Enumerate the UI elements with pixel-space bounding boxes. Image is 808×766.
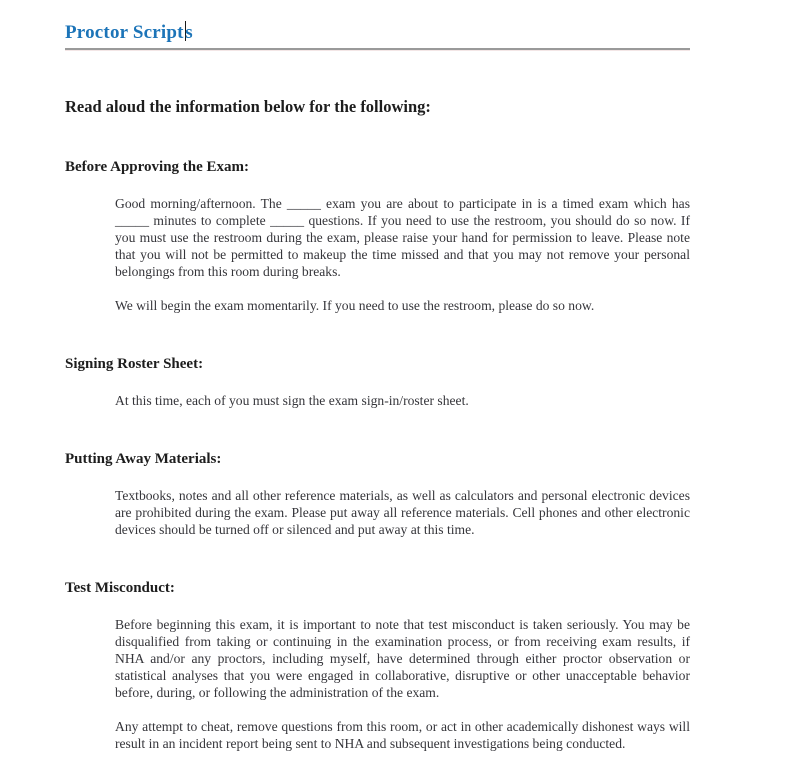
paragraph[interactable]: Before beginning this exam, it is important to note that test misconduct is taken seriously. You may be disqualified from taking or continuing in the examination process, or from receiving exam results, if NHA and/or any proctors, including myself, have determined through either proctor observation or statistical analyses that you were engaged in collaborative, disruptive or other unacceptable behavior before, during, or following the administration of the exam. <box>115 617 690 700</box>
document-section <box>65 409 690 538</box>
document-section <box>65 117 690 314</box>
section-paragraphs <box>65 597 690 752</box>
paragraph[interactable]: Textbooks, notes and all other reference materials, as well as calculators and personal electronic devices are prohibited during the exam. Please put away all reference materials. Cell phones and other electronic devices should be turned off or silenced and put away at this time. <box>115 488 690 537</box>
document-content <box>65 0 690 752</box>
document-title[interactable] <box>65 0 690 44</box>
document-section <box>65 314 690 409</box>
title-text-before-caret: Proctor Script <box>65 22 184 43</box>
title-text-after-caret: s <box>185 22 193 43</box>
document-section <box>65 538 690 752</box>
intro-heading[interactable]: Read aloud the information below for the following: <box>65 97 431 116</box>
sections-container <box>65 117 690 752</box>
title-underline-rule <box>65 48 690 51</box>
paragraph[interactable]: We will begin the exam momentarily. If you need to use the restroom, please do so now. <box>115 298 595 313</box>
section-heading[interactable]: Test Misconduct: <box>65 580 175 596</box>
paragraph[interactable]: Good morning/afternoon. The _____ exam you are about to participate in is a timed exam which has _____ minutes to complete _____ questions. If you need to use the restroom, you should do so now. If you must use the restroom during the exam, please raise your hand for permission to leave. Please note that you will not be permitted to makeup the time missed and that you may not remove your personal belongings from this room during breaks. <box>115 196 690 279</box>
section-paragraphs <box>65 176 690 314</box>
section-paragraphs <box>65 468 690 538</box>
section-heading[interactable]: Before Approving the Exam: <box>65 159 250 175</box>
section-heading[interactable]: Putting Away Materials: <box>65 451 222 467</box>
paragraph[interactable]: At this time, each of you must sign the exam sign-in/roster sheet. <box>115 393 469 408</box>
section-paragraphs <box>65 373 690 409</box>
paragraph[interactable]: Any attempt to cheat, remove questions from this room, or act in other academically dishonest ways will result in an incident report being sent to NHA and subsequent investigations being conducted. <box>115 719 690 751</box>
section-heading[interactable]: Signing Roster Sheet: <box>65 356 204 372</box>
